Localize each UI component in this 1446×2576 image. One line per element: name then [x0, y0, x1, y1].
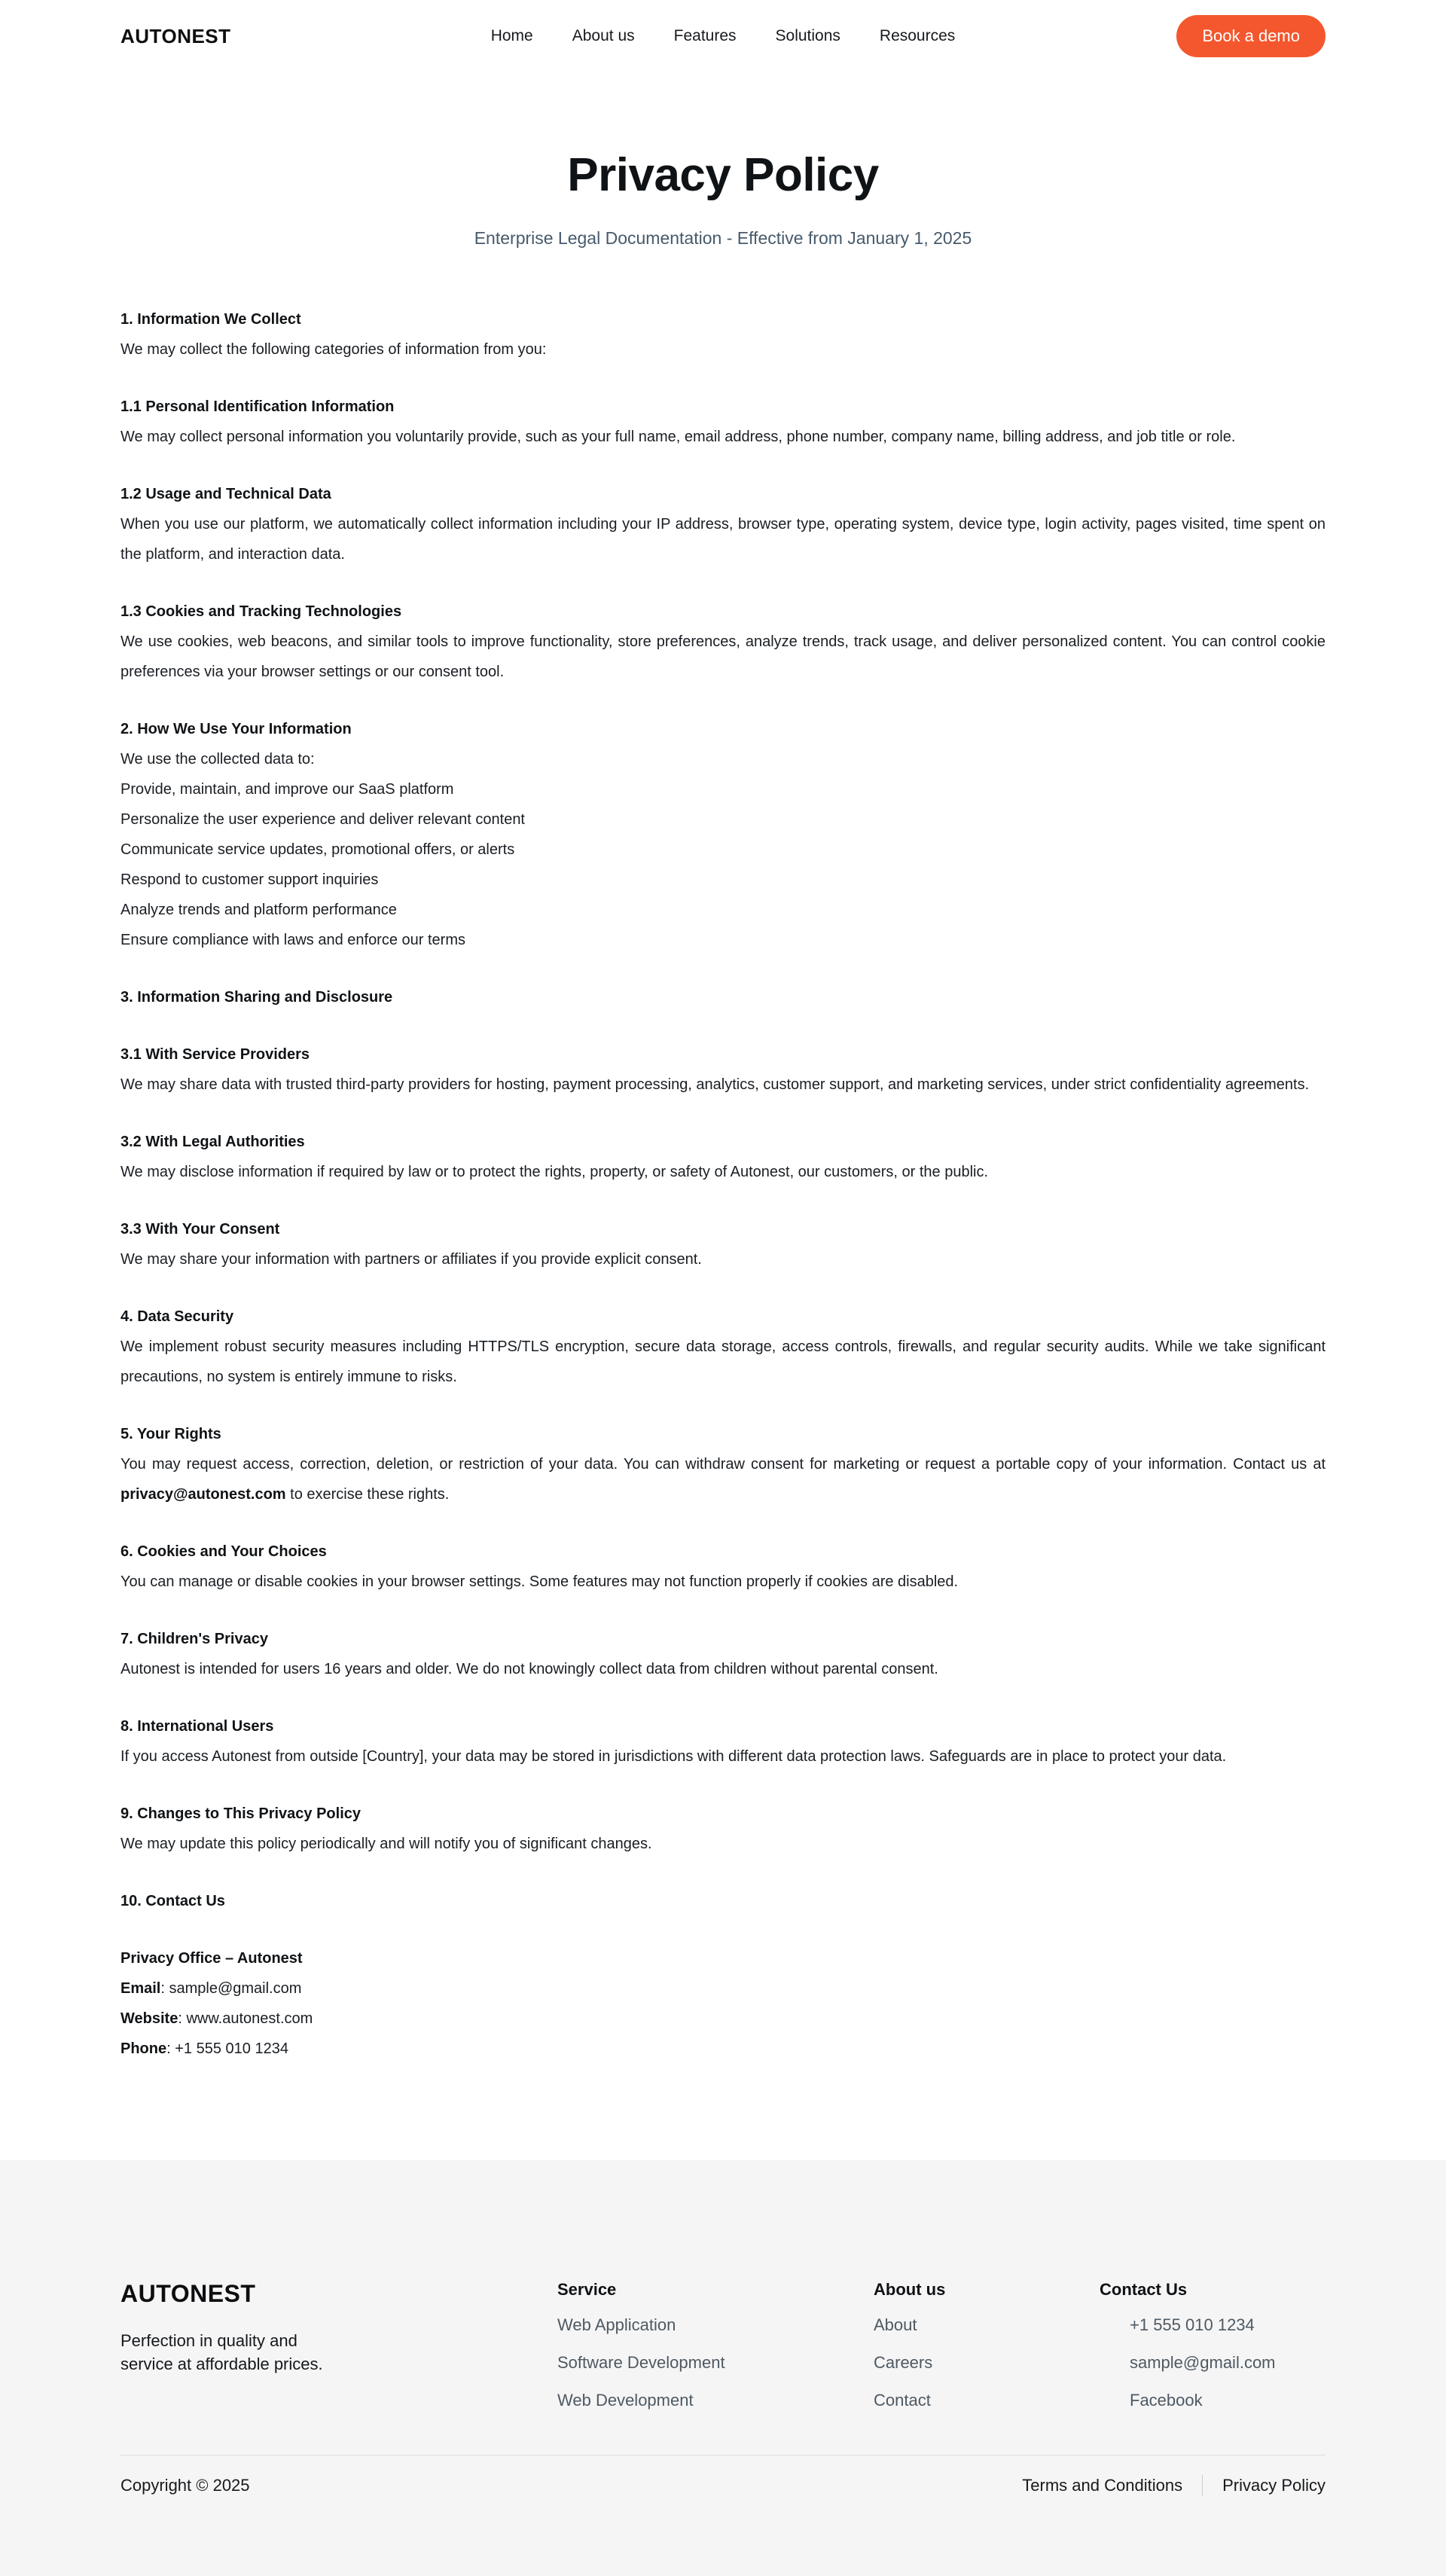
nav-item-solutions[interactable]: Solutions: [775, 27, 840, 44]
book-demo-button[interactable]: Book a demo: [1176, 15, 1326, 57]
section-paragraph: You can manage or disable cookies in your browser settings. Some features may not function properly if cookies are disabled.: [120, 1573, 959, 1590]
section-heading: 5. Your Rights: [120, 1426, 221, 1442]
section-paragraph: Provide, maintain, and improve our SaaS platform: [120, 781, 454, 798]
section-paragraph: Communicate service updates, promotional offers, or alerts: [120, 841, 515, 858]
footer-link-contact[interactable]: Contact: [874, 2391, 931, 2410]
footer-link-item: [557, 2353, 874, 2373]
section-heading: 1.3 Cookies and Tracking Technologies: [120, 603, 402, 620]
footer-link-web-application[interactable]: Web Application: [557, 2315, 676, 2334]
nav-item-home[interactable]: Home: [490, 27, 533, 44]
section-paragraph: Ensure compliance with laws and enforce our terms: [120, 932, 465, 948]
section-paragraph: Website: www.autonest.com: [120, 2010, 313, 2027]
footer-link-item: [557, 2391, 874, 2410]
policy-section: [120, 1624, 1326, 1684]
section-paragraph: We may collect personal information you voluntarily provide, such as your full name, email address, phone number, company name, billing address, and job title or role.: [120, 429, 1236, 445]
section-heading: 6. Cookies and Your Choices: [120, 1543, 327, 1560]
policy-section: [120, 982, 1326, 1012]
policy-section: [120, 304, 1326, 365]
policy-section: [120, 1419, 1326, 1509]
policy-section: [120, 1886, 1326, 1916]
footer-link-list: [557, 2315, 874, 2410]
section-heading: 7. Children's Privacy: [120, 1631, 268, 1647]
policy-section: [120, 1711, 1326, 1772]
policy-section: [120, 1537, 1326, 1597]
section-paragraph: We may update this policy periodically and will notify you of significant changes.: [120, 1836, 652, 1852]
nav-item-about-us[interactable]: About us: [572, 27, 635, 44]
section-heading: 10. Contact Us: [120, 1893, 225, 1909]
section-heading: Privacy Office – Autonest: [120, 1950, 303, 1967]
footer-link-item: [874, 2391, 1100, 2410]
footer-link-item: [1130, 2353, 1326, 2373]
document-body: [0, 72, 1446, 2160]
section-paragraph: We may disclose information if required by law or to protect the rights, property, or safety of Autonest, our customers, or the public.: [120, 1164, 989, 1180]
footer-tagline: Perfection in quality and service at affordable prices.: [120, 2331, 323, 2373]
policy-section: [120, 1943, 1326, 2064]
policy-section: [120, 1799, 1326, 1859]
policy-section: [120, 1127, 1326, 1187]
footer-link-sample-gmail-com[interactable]: sample@gmail.com: [1130, 2353, 1276, 2372]
section-paragraph: Phone: +1 555 010 1234: [120, 2040, 288, 2057]
main-nav: [491, 0, 956, 72]
header-logo[interactable]: AUTONEST: [120, 24, 231, 47]
policy-section: [120, 597, 1326, 687]
legal-separator: [1202, 2475, 1203, 2496]
section-paragraph: We use the collected data to:: [120, 751, 315, 768]
footer-columns: [557, 2279, 1326, 2428]
footer-link-item: [557, 2315, 874, 2335]
footer-top: [120, 2279, 1326, 2428]
legal-link-privacy-policy[interactable]: Privacy Policy: [1222, 2476, 1326, 2495]
page-title: Privacy Policy: [567, 149, 879, 201]
section-heading: 1.2 Usage and Technical Data: [120, 486, 331, 502]
footer-link-item: [874, 2315, 1100, 2335]
footer-link-list: [1100, 2315, 1326, 2410]
page-subtitle: Enterprise Legal Documentation - Effective from January 1, 2025: [474, 228, 972, 248]
section-paragraph: Personalize the user experience and deliver relevant content: [120, 811, 525, 828]
footer-column-title: Contact Us: [1100, 2280, 1188, 2299]
policy-section: [120, 392, 1326, 452]
section-heading: 1. Information We Collect: [120, 311, 301, 328]
legal-links: [1022, 2475, 1326, 2496]
footer-link-software-development[interactable]: Software Development: [557, 2353, 725, 2372]
footer-link-careers[interactable]: Careers: [874, 2353, 933, 2372]
legal-link-terms-and-conditions[interactable]: Terms and Conditions: [1022, 2476, 1183, 2495]
policy-content: [120, 304, 1326, 2064]
footer-link-item: [1130, 2315, 1326, 2335]
policy-section: [120, 714, 1326, 955]
footer-column-contact-us: [1100, 2279, 1326, 2428]
policy-section: [120, 1302, 1326, 1392]
policy-section: [120, 1214, 1326, 1274]
footer-link-list: [874, 2315, 1100, 2410]
section-heading: 9. Changes to This Privacy Policy: [120, 1805, 362, 1822]
section-paragraph: Email: sample@gmail.com: [120, 1980, 302, 1997]
footer-link-about[interactable]: About: [874, 2315, 917, 2334]
section-heading: 2. How We Use Your Information: [120, 721, 352, 737]
footer-brand: [120, 2279, 557, 2376]
section-paragraph: If you access Autonest from outside [Country], your data may be stored in jurisdictions with different data protection laws. Safeguards are in place to protect your data.: [120, 1748, 1227, 1765]
section-heading: 8. International Users: [120, 1718, 274, 1735]
section-paragraph: We implement robust security measures including HTTPS/TLS encryption, secure data storage, access controls, firewalls, and regular security audits. While we take significant precautions, no system is entirely immune to risks.: [120, 1338, 1326, 1385]
nav-item-features[interactable]: Features: [673, 27, 737, 44]
footer-column-service: [557, 2279, 874, 2428]
section-heading: 3. Information Sharing and Disclosure: [120, 989, 393, 1006]
footer-link-item: [874, 2353, 1100, 2373]
section-paragraph: We may share data with trusted third-party providers for hosting, payment processing, analytics, customer support, and marketing services, under strict confidentiality agreements.: [120, 1076, 1310, 1093]
copyright-text: Copyright © 2025: [120, 2476, 250, 2495]
footer-bottom: [120, 2475, 1326, 2496]
section-paragraph: You may request access, correction, deletion, or restriction of your data. You can withdraw consent for marketing or request a portable copy of your information. Contact us at privacy@autonest.com to exercise these rights.: [120, 1456, 1326, 1503]
footer-link-1-555-010-1234[interactable]: +1 555 010 1234: [1130, 2315, 1255, 2334]
section-heading: 4. Data Security: [120, 1308, 234, 1325]
section-paragraph: We may share your information with partners or affiliates if you provide explicit consent.: [120, 1251, 702, 1268]
section-heading: 3.2 With Legal Authorities: [120, 1134, 305, 1150]
section-heading: 3.1 With Service Providers: [120, 1046, 310, 1063]
section-paragraph: When you use our platform, we automatically collect information including your IP address, browser type, operating system, device type, login activity, pages visited, time spent on the platform, and interaction data.: [120, 516, 1326, 563]
section-paragraph: Autonest is intended for users 16 years and older. We do not knowingly collect data from children without parental consent.: [120, 1661, 938, 1677]
section-paragraph: We use cookies, web beacons, and similar tools to improve functionality, store preferences, analyze trends, track usage, and deliver personalized content. You can control cookie preferences via your browser settings or our consent tool.: [120, 633, 1326, 680]
nav-item-resources[interactable]: Resources: [879, 27, 956, 44]
footer-column-about-us: [874, 2279, 1100, 2428]
footer-column-title: About us: [874, 2280, 946, 2299]
policy-section: [120, 479, 1326, 569]
footer-column-title: Service: [557, 2280, 617, 2299]
section-paragraph: We may collect the following categories of information from you:: [120, 341, 547, 358]
section-paragraph: Respond to customer support inquiries: [120, 871, 379, 888]
section-paragraph: Analyze trends and platform performance: [120, 902, 397, 918]
section-heading: 1.1 Personal Identification Information: [120, 398, 395, 415]
section-heading: 3.3 With Your Consent: [120, 1221, 280, 1238]
site-footer: [0, 2160, 1446, 2576]
footer-logo: AUTONEST: [120, 2280, 256, 2307]
footer-link-web-development[interactable]: Web Development: [557, 2391, 694, 2410]
site-header: [0, 0, 1446, 72]
policy-section: [120, 1039, 1326, 1100]
footer-link-item: [1130, 2391, 1326, 2410]
footer-link-facebook[interactable]: Facebook: [1130, 2391, 1203, 2410]
